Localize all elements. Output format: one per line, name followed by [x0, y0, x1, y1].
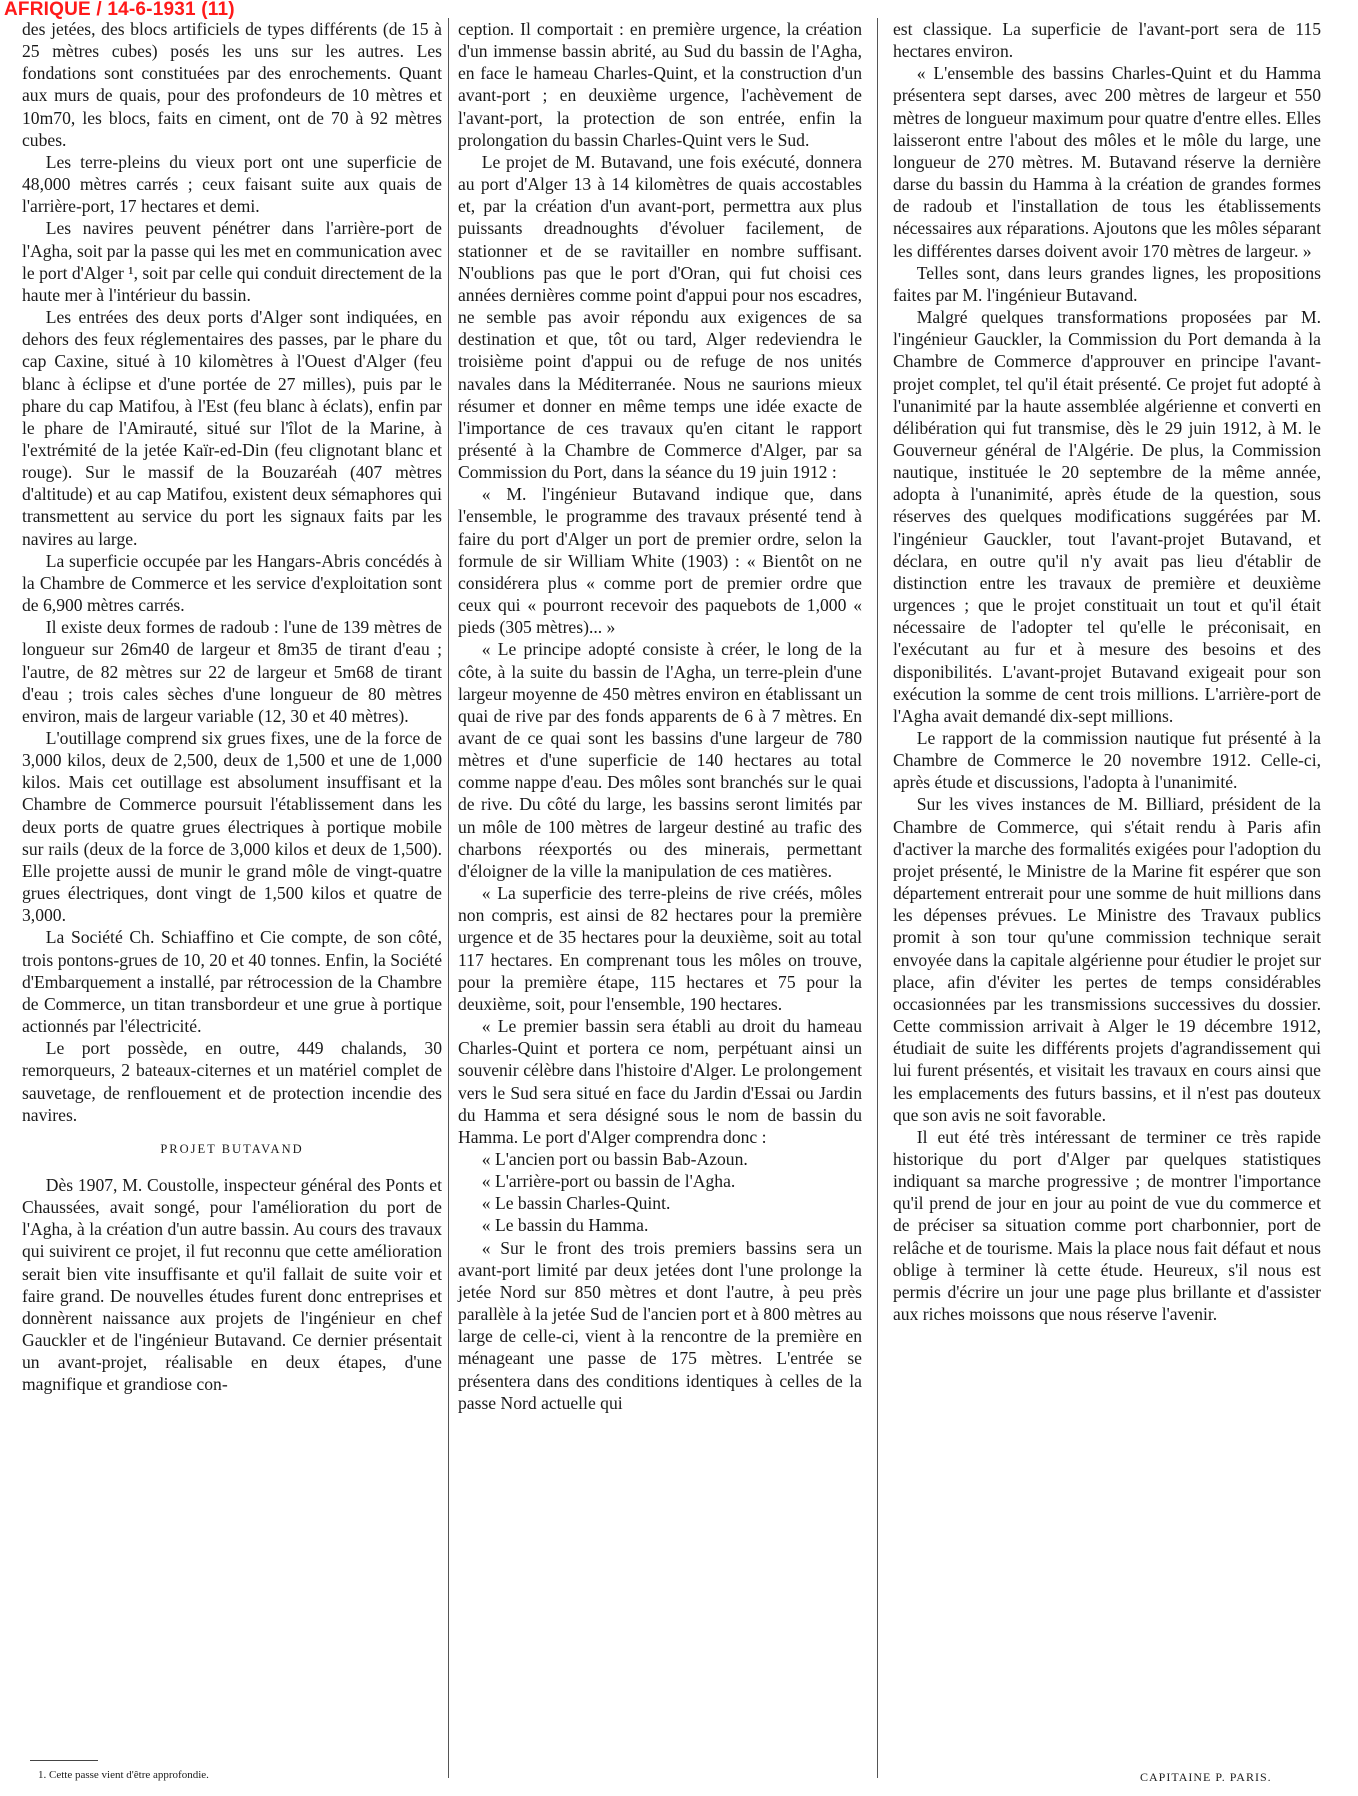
paragraph: « Le principe adopté consiste à créer, le long de la côte, à la suite du bassin de l'Agha, un terre-plein d'une largeur moyenne de 450 mètres environ en établissant un quai de rive par des fonds apparents de 6 à 7 mètres. En avant de ce quai sont les bassins d'une largeur de 780 mètres et d'une superficie de 140 hectares au total comme nappe d'eau. Des môles sont branchés sur le quai de rive. Du côté du large, les bassins seront limités par un môle de 100 mètres de largeur destiné au trafic des charbons réexportés ou des minerais, permettant d'éloigner de la ville la manipulation de ces matières.: [458, 639, 862, 881]
text-column-1: [22, 18, 442, 1396]
paragraph: Les entrées des deux ports d'Alger sont indiquées, en dehors des feux réglementaires des passes, par le phare du cap Caxine, situé à 10 kilomètres à l'Ouest d'Alger (feu blanc à éclipse et d'une portée de 27 milles), puis par le phare du cap Matifou, à l'Est (feu blanc à éclats), enfin par le phare de l'Amirauté, situé sur l'îlot de la Marine, à l'extrémité de la jetée Kaïr-ed-Din (feu clignotant blanc et rouge). Sur le massif de la Bouzaréah (407 mètres d'altitude) et au cap Matifou, existent deux sémaphores qui transmettent au service du port les signaux faits par les navires au large.: [22, 307, 442, 549]
column-divider-1: [448, 18, 449, 1778]
list-item: « Le bassin Charles-Quint.: [481, 1193, 671, 1214]
text-column-3: [893, 18, 1321, 1325]
paragraph: des jetées, des blocs artificiels de types différents (de 15 à 25 mètres cubes) posés les uns sur les autres. Les fondations sont constituées par des enrochements. Quant aux murs de quais, pour des profondeurs de 10 mètres et 10m70, les blocs, faits en ciment, ont de 70 à 92 mètres cubes.: [22, 19, 442, 150]
paragraph: est classique. La superficie de l'avant-port sera de 115 hectares environ.: [893, 19, 1321, 62]
paragraph: La Société Ch. Schiaffino et Cie compte, de son côté, trois pontons-grues de 10, 20 et 40 tonnes. Enfin, la Société d'Embarquement a installé, par rétrocession de la Chambre de Commerce, un titan transbordeur et une grue à portique actionnés par l'électricité.: [22, 927, 442, 1037]
paragraph: Il eut été très intéressant de terminer ce très rapide historique du port d'Alger par quelques statistiques indiquant sa marche progressive ; de montrer l'importance qu'il prend de jour en jour au point de vue du commerce et de préciser sa situation comme port charbonnier, port de relâche et de tourisme. Mais la place nous fait défaut et nous oblige à terminer là cette étude. Heureux, s'il nous est permis d'écrire un jour une page plus brillante et d'assister aux riches moissons que nous réserve l'avenir.: [893, 1126, 1321, 1325]
text-column-2: [458, 18, 862, 1414]
column-divider-2: [877, 18, 878, 1778]
paragraph: Les navires peuvent pénétrer dans l'arrière-port de l'Agha, soit par la passe qui les met en communication avec le port d'Alger ¹, soit par celle qui conduit directement de la haute mer à l'intérieur du bassin.: [22, 218, 442, 305]
paragraph: L'outillage comprend six grues fixes, une de la force de 3,000 kilos, deux de 2,500, deux de 1,500 et une de 1,000 kilos. Mais cet outillage est absolument insuffisant et la Chambre de Commerce poursuit l'établissement dans les deux ports de quatre grues électriques à portique mobile sur rails (deux de la force de 3,000 kilos et deux de 1,500). Elle projette aussi de munir le grand môle de vingt-quatre grues électriques, dont vingt de 1,500 kilos et quatre de 3,000.: [22, 728, 442, 926]
document-header: AFRIQUE / 14-6-1931 (11): [4, 0, 235, 20]
author-signature: CAPITAINE P. PARIS.: [1140, 1770, 1272, 1784]
paragraph: Les terre-pleins du vieux port ont une superficie de 48,000 mètres carrés ; ceux faisant suite aux quais de l'arrière-port, 17 hectares et demi.: [22, 151, 442, 217]
paragraph: Le port possède, en outre, 449 chalands, 30 remorqueurs, 2 bateaux-citernes et un matériel complet de sauvetage, de renflouement et de protection incendie des navires.: [22, 1038, 442, 1125]
footnote: 1. Cette passe vient d'être approfondie.: [38, 1769, 209, 1781]
paragraph: Sur les vives instances de M. Billiard, président de la Chambre de Commerce, qui s'était rendu à Paris afin d'activer la marche des formalités exigées pour l'adoption du projet présenté, le Ministre de la Marine fit espérer que son département entrerait pour une somme de huit millions dans les dépenses prévues. Le Ministre des Travaux publics promit à son tour qu'une commission technique serait envoyée dans la capitale algérienne pour étudier le projet sur place, afin d'éviter les pertes de temps considérables occasionnées par les transmissions successives du dossier. Cette commission arrivait à Alger le 19 décembre 1912, étudiait de suite les différents projets d'agrandissement qui lui furent présentés, et visitait les travaux en cours ainsi que les emplacements des futurs bassins, et il n'est pas douteux que son avis ne soit favorable.: [893, 794, 1321, 1125]
paragraph: « Le premier bassin sera établi au droit du hameau Charles-Quint et portera ce nom, perpétuant ainsi un souvenir célèbre dans l'histoire d'Alger. Le prolongement vers le Sud sera situé en face du Jardin d'Essai ou Jardin du Hamma et sera désigné sous le nom de bassin du Hamma. Le port d'Alger comprendra donc :: [458, 1016, 862, 1147]
paragraph: « Sur le front des trois premiers bassins sera un avant-port limité par deux jetées dont l'une prolonge la jetée Nord sur 850 mètres et dont l'autre, à peu près parallèle à la jetée Sud de l'ancien port et à 800 mètres au large de celle-ci, vient à la rencontre de la première en ménageant une passe de 175 mètres. L'entrée se présentera dans des conditions identiques à celles de la passe Nord actuelle qui: [458, 1237, 862, 1413]
paragraph: « M. l'ingénieur Butavand indique que, dans l'ensemble, le programme des travaux présenté tend à faire du port d'Alger un port de premier ordre, selon la formule de sir William White (1903) : « Bientôt on ne considérera plus « comme port de premier ordre que ceux qui « pourront recevoir des paquebots de 1,000 « pieds (305 mètres)... »: [458, 484, 862, 638]
paragraph: La superficie occupée par les Hangars-Abris concédés à la Chambre de Commerce et les service d'exploitation sont de 6,900 mètres carrés.: [22, 550, 442, 616]
paragraph: « L'ensemble des bassins Charles-Quint et du Hamma présentera sept darses, avec 200 mètres de largeur et 550 mètres de longueur maximum pour quatre d'entre elles. Elles laisseront entre l'about des môles et le môle du large, une longueur de 270 mètres. M. Butavand réserve la dernière darse du bassin du Hamma à la création de grandes formes de radoub et l'installation de tous les établissements nécessaires aux réparations. Ajoutons que les môles séparant les différentes darses doivent avoir 170 mètres de largeur. »: [893, 63, 1321, 261]
list-item: « L'ancien port ou bassin Bab-Azoun.: [481, 1148, 748, 1169]
list-item: « L'arrière-port ou bassin de l'Agha.: [481, 1171, 736, 1192]
paragraph: Telles sont, dans leurs grandes lignes, les propositions faites par M. l'ingénieur Butavand.: [893, 262, 1321, 305]
section-title: PROJET BUTAVAND: [160, 1141, 304, 1156]
paragraph: Dès 1907, M. Coustolle, inspecteur général des Ponts et Chaussées, avait songé, pour l'amélioration du port de l'Agha, à la création d'un autre bassin. Au cours des travaux qui suivirent ce projet, il fut reconnu que cette amélioration serait bien vite insuffisante et qu'il fallait de suite voir et faire grand. De nouvelles études furent donc entreprises et donnèrent naissance aux projets de l'ingénieur en chef Gauckler et de l'ingénieur Butavand. Ce dernier présentait un avant-projet, réalisable en deux étapes, d'une magnifique et grandiose con-: [22, 1174, 442, 1395]
paragraph: « La superficie des terre-pleins de rive créés, môles non compris, est ainsi de 82 hectares pour la première urgence et de 35 hectares pour la deuxième, soit au total 117 hectares. En comprenant tous les môles on trouve, pour la première étape, 115 hectares et 75 pour la deuxième, soit, pour l'ensemble, 190 hectares.: [458, 883, 862, 1014]
paragraph: ception. Il comportait : en première urgence, la création d'un immense bassin abrité, au Sud du bassin de l'Agha, en face le hameau Charles-Quint, et la construction d'un avant-port ; en deuxième urgence, l'achèvement de l'avant-port, la protection de son entrée, enfin la prolongation du bassin Charles-Quint vers le Sud.: [458, 19, 862, 150]
paragraph: Malgré quelques transformations proposées par M. l'ingénieur Gauckler, la Commission du Port demanda à la Chambre de Commerce d'approuver en principe l'avant-projet complet, tel qu'il était présenté. Ce projet fut adopté à l'unanimité par la haute assemblée algérienne et converti en délibération qui fut transmise, dès le 29 juin 1912, à M. le Gouverneur général de l'Algérie. De plus, la Commission nautique, instituée le 20 septembre de la même année, adopta à l'unanimité, après étude de la question, sous réserves des quelques modifications suggérées par M. l'ingénieur Gauckler, tout l'avant-projet Butavand, et déclara, en outre qu'il n'y avait pas lieu d'établir de distinction entre les travaux de première et deuxième urgences ; que le projet constituait un tout et qu'il était nécessaire de l'adopter tel qu'elle le préconisait, en l'exécutant au fur et à mesure des besoins et des disponibilités. L'avant-projet Butavand exigeait pour son exécution la somme de cent trois millions. L'arrière-port de l'Agha avait demandé dix-sept millions.: [893, 307, 1321, 726]
paragraph: Il existe deux formes de radoub : l'une de 139 mètres de longueur sur 26m40 de largeur et 8m35 de tirant d'eau ; l'autre, de 82 mètres sur 22 de largeur et 5m68 de tirant d'eau ; trois cales sèches d'une longueur de 80 mètres environ, mais de largeur variable (12, 30 et 40 mètres).: [22, 617, 442, 726]
paragraph: Le rapport de la commission nautique fut présenté à la Chambre de Commerce le 20 novembre 1912. Celle-ci, après étude et discussions, l'adopta à l'unanimité.: [893, 728, 1321, 793]
paragraph: Le projet de M. Butavand, une fois exécuté, donnera au port d'Alger 13 à 14 kilomètres de quais accostables et, par la création d'un avant-port, permettra aux plus puissants dreadnoughts d'évoluer facilement, de stationner et de se ravitailler en nombre suffisant. N'oublions pas que le port d'Oran, qui fut choisi ces années dernières comme point d'appui pour nos escadres, ne semble pas avoir répondu aux exigences de sa destination et que, tôt ou tard, Alger redeviendra le troisième point d'appui ou de refuge de nos unités navales dans la Méditerranée. Nous ne saurions mieux résumer et donner en même temps une idée exacte de l'importance de ces travaux qu'en citant le rapport présenté à la Chambre de Commerce d'Alger, par sa Commission du Port, dans la séance du 19 juin 1912 :: [458, 151, 862, 483]
list-item: « Le bassin du Hamma.: [481, 1215, 649, 1236]
footnote-rule: [30, 1760, 98, 1761]
